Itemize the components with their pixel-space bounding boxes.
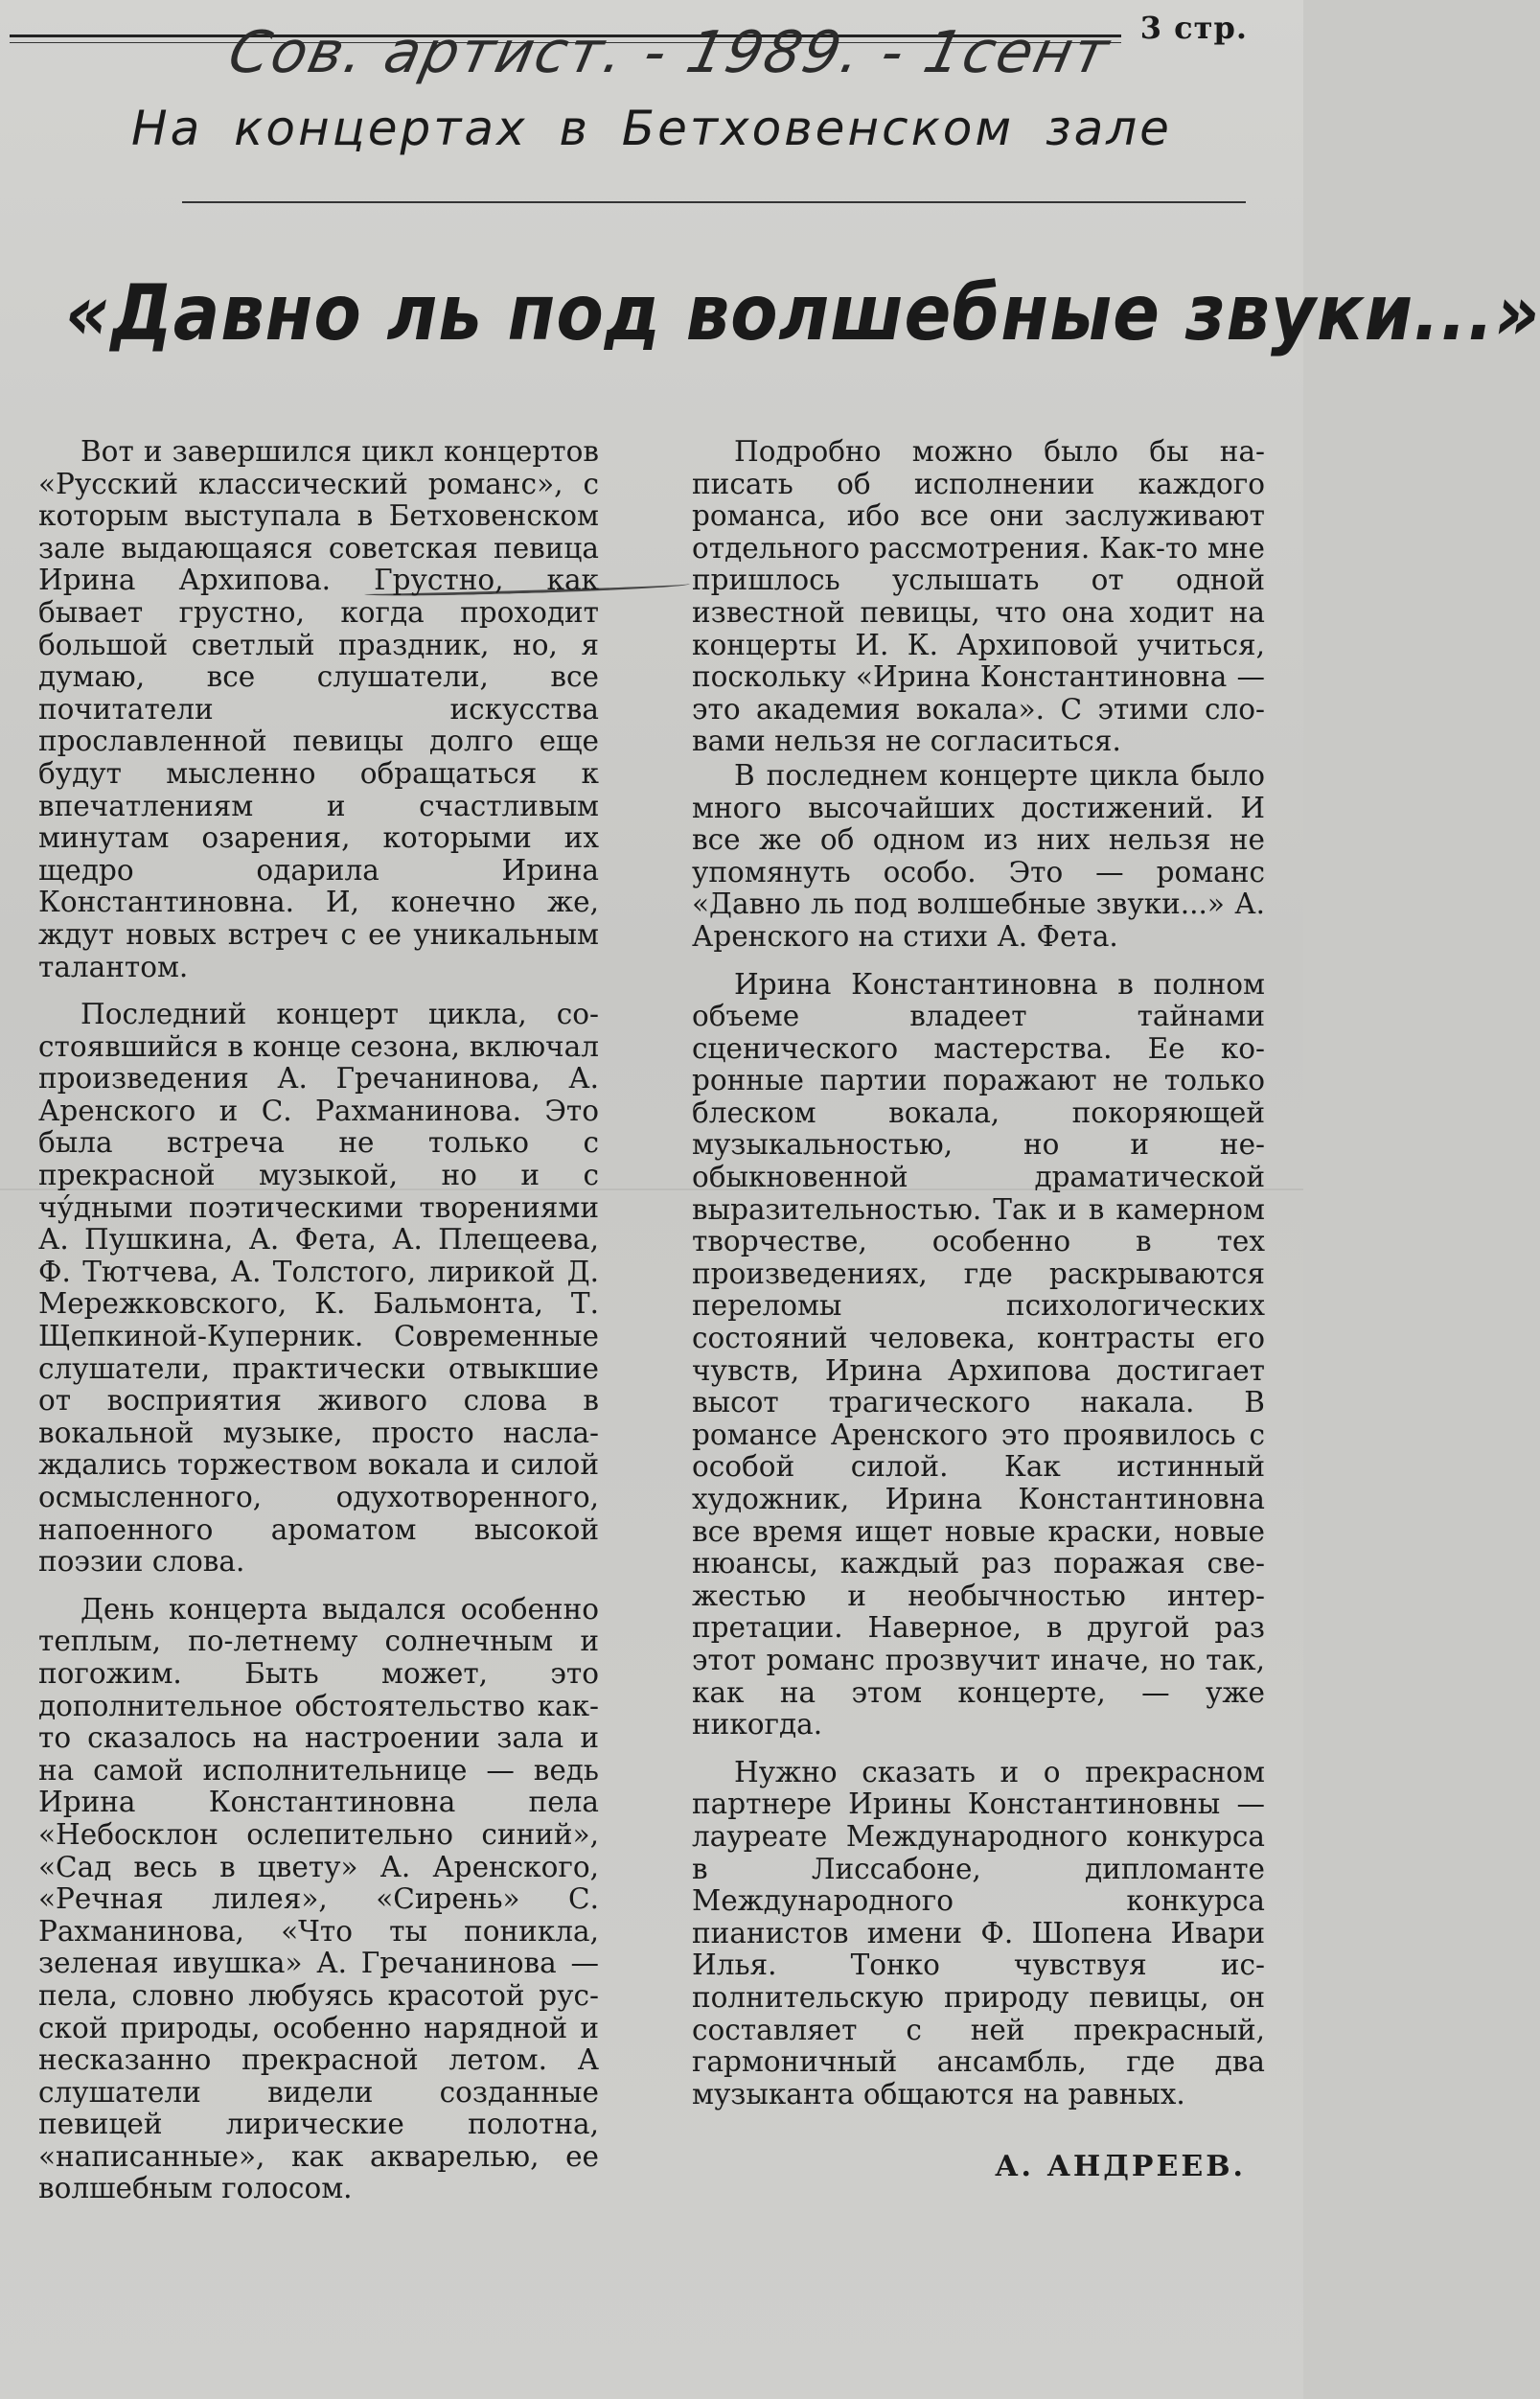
section-rubric: На концертах в Бетховенском зале — [131, 101, 1172, 156]
paragraph: День концерта выдался особенно теплым, по-летнему солнечным и погожим. Быть может, это дополнительное обстоятельство как-то сказалось на настроении зала и на самой исполнительнице — ведь Ирина Константиновна пела «Небосклон ослепительно синий», «Сад весь в цвету» А. Аренского, «Речная лилея», «Сирень» С. Рахманинова, «Что ты поникла, зеленая ивушка» А. Гречанинова — пела, словно любуясь красотой русской природы, особенно нарядной и несказанно прекрасной летом. А слушатели видели созданные певицей лирические полотна, «написанные», как акварелью, ее волшебным голосом. — [38, 1592, 599, 2205]
paragraph: В последнем концерте цикла было много высочайших достижений. И все же об одном из них нельзя не упомянуть особо. Это — романс «Давно ль под волшебные звуки...» А. Аренского на стихи А. Фета. — [692, 758, 1265, 953]
page-number: 3 стр. — [1139, 10, 1248, 46]
paragraph: Нужно сказать и о прекрасном партнере Ирины Константиновны — лауреате Международного конкурса в Лиссабоне, дипломанте Международного конкурса пианистов имени Ф. Шопена Ивари Илья. Тонко чувствуя исполнительскую природу певицы, он составляет с ней прекрасный, гармоничный ансамбль, где два музыканта общаются на равных. — [692, 1755, 1265, 2111]
article-column-right — [692, 436, 1265, 2183]
article-headline: «Давно ль под волшебные звуки...» — [65, 268, 1540, 358]
article-column-left — [38, 436, 599, 2207]
paragraph: Подробно можно было бы написать об исполнении каждого романса, ибо все они заслуживают отдельного рассмотрения. Как-то мне пришлось услышать от одной известной певицы, что она ходит на концерты И. К. Архиповой учиться, поскольку «Ирина Константиновна — это академия вокала». С этими словами нельзя не согласиться. — [692, 435, 1265, 758]
author-signature: А. АНДРЕЕВ. — [995, 2150, 1246, 2184]
paragraph: Последний концерт цикла, состоявшийся в конце сезона, включал произведения А. Гречанинова, А. Аренского и С. Рахманинова. Это была встреча не только с прекрасной музыкой, но и с чу́дными поэтическими творениями А. Пушкина, А. Фета, А. Плещеева, Ф. Тютчева, А. Толстого, лирикой Д. Мережковского, К. Бальмонта, Т. Щепкиной-Куперник. Современные слушатели, практически отвыкшие от восприятия живого слова в вокальной музыке, просто наслаждались торжеством вокала и силой осмысленного, одухотворенного, напоенного ароматом высокой поэзии слова. — [38, 998, 599, 1579]
handwritten-source-note: Сов. артист. - 1989. - 1сент — [222, 19, 1116, 86]
rubric-rule — [182, 201, 1246, 203]
paragraph: Ирина Константиновна в полном объеме владеет тайнами сценического мастерства. Ее коронные партии поражают не только блеском вокала, покоряющей музыкальностью, но и необыкновенной драматической выразительностью. Так и в камерном творчестве, особенно в тех произведениях, где раскрываются переломы психологических состояний человека, контрасты его чувств, Ирина Архипова достигает высот трагического накала. В романсе Аренского это проявилось с особой силой. Как истинный художник, Ирина Константиновна все время ищет новые краски, новые нюансы, каждый раз поражая свежестью и необычностью интерпретации. Наверное, в другой раз этот романс прозвучит иначе, но так, как на этом концерте, — уже никогда. — [692, 967, 1265, 1742]
paragraph: Вот и завершился цикл концертов «Русский классический романс», с которым выступала в Бетховенском зале выдающаяся советская певица Ирина Архипова. Грустно, как бывает грустно, когда проходит большой светлый праздник, но, я думаю, все слушатели, все почитатели искусства прославленной певицы долго еще будут мысленно обращаться к впечатлениям и счастливым минутам озарения, которыми их щедро одарила Ирина Константиновна. И, конечно же, ждут новых встреч с ее уникальным талантом. — [38, 435, 599, 983]
